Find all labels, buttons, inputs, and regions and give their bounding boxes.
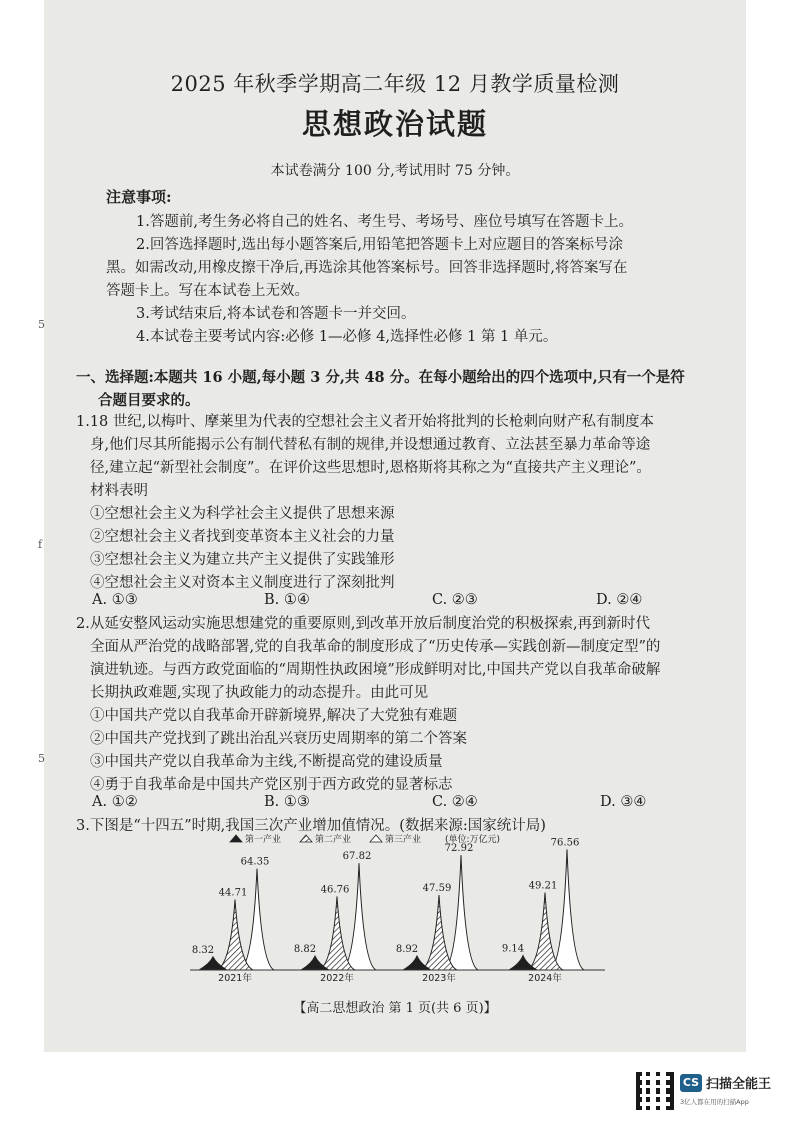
q1-stem-line: 径,建立起“新型社会制度”。在评价这些思想时,恩格斯将其称之为“直接共产主义理论”。	[90, 460, 651, 476]
margin-mark: f	[38, 538, 43, 551]
margin-mark: 5	[38, 752, 45, 765]
data-label-2-4: 49.21	[528, 880, 558, 892]
note-line: 4.本试卷主要考试内容:必修 1—必修 4,选择性必修 1 第 1 单元。	[136, 329, 558, 345]
camscanner-name: 扫描全能王	[706, 1077, 772, 1092]
q2-stem-line: 全面从严治党的战略部署,党的自我革命的制度形成了“历史传承—实践创新—制度定型”的	[90, 639, 661, 655]
exam-meta: 本试卷满分 100 分,考试用时 75 分钟。	[270, 163, 520, 179]
legend-swatch-3	[370, 835, 382, 842]
q2-option-a: A. ①②	[92, 794, 138, 810]
legend-swatch-1	[230, 835, 242, 842]
data-label-1-4: 9.14	[501, 943, 525, 955]
q1-item: ③空想社会主义为建立共产主义提供了实践雏形	[90, 552, 395, 568]
data-label-1-1: 8.32	[191, 944, 215, 956]
q1-item: ②空想社会主义者找到变革资本主义社会的力量	[90, 529, 395, 545]
q1-option-d: D. ②④	[596, 592, 643, 608]
note-line: 黑。如需改动,用橡皮擦干净后,再选涂其他答案标号。回答非选择题时,将答案写在	[106, 260, 628, 276]
q1-option-c: C. ②③	[432, 592, 478, 608]
data-label-3-2: 67.82	[342, 851, 372, 863]
note-line: 2.回答选择题时,选出每小题答案后,用铅笔把答题卡上对应题目的答案标号涂	[136, 237, 624, 253]
q2-item: ③中国共产党以自我革命为主线,不断提高党的建设质量	[90, 754, 443, 770]
q1-stem-line: 身,他们尽其所能揭示公有制代替私有制的规律,并设想通过教育、立法甚至暴力革命等途	[90, 437, 651, 453]
q1-stem-line: 材料表明	[90, 483, 148, 499]
qr-code-icon	[636, 1072, 674, 1110]
data-label-1-2: 8.82	[293, 944, 317, 956]
legend-swatch-2	[300, 835, 312, 842]
legend-label-2: 第二产业	[315, 835, 352, 845]
peak-3-3	[444, 855, 478, 970]
q3-stem: 3.下图是“十四五”时期,我国三次产业增加值情况。(数据来源:国家统计局)	[76, 818, 546, 834]
q2-item: ①中国共产党以自我革命开辟新境界,解决了大党独有难题	[90, 708, 458, 724]
q2-option-c: C. ②④	[432, 794, 478, 810]
q2-option-d: D. ③④	[600, 794, 647, 810]
data-label-2-1: 44.71	[218, 887, 248, 899]
q1-option-a: A. ①③	[92, 592, 138, 608]
exam-title-line1: 2025 年秋季学期高二年级 12 月教学质量检测	[170, 72, 620, 96]
notes-heading: 注意事项:	[106, 188, 172, 206]
peak-3-4	[550, 849, 584, 970]
q1-item: ④空想社会主义对资本主义制度进行了深刻批判	[90, 575, 395, 591]
chart-unit-label: (单位:万亿元)	[445, 835, 501, 845]
data-label-3-1: 64.35	[240, 856, 270, 868]
q1-item: ①空想社会主义为科学社会主义提供了思想来源	[90, 506, 395, 522]
legend-label-3: 第三产业	[385, 835, 422, 845]
x-tick-label-3: 2023年	[422, 973, 456, 984]
q2-stem-line: 2.从延安整风运动实施思想建党的重要原则,到改革开放后制度治党的积极探索,再到新时代	[76, 616, 651, 632]
note-line: 答题卡上。写在本试卷上无效。	[106, 283, 309, 299]
peak-3-1	[240, 869, 274, 970]
data-label-2-3: 47.59	[422, 883, 452, 895]
section-heading-line1: 一、选择题:本题共 16 小题,每小题 3 分,共 48 分。在每小题给出的四个选项中,只有一个是符	[76, 369, 685, 386]
x-tick-label-1: 2021年	[218, 973, 252, 984]
q1-stem-line: 1.18 世纪,以梅叶、摩莱里为代表的空想社会主义者开始将批判的长枪刺向财产私有制度本	[76, 414, 654, 430]
q2-item: ②中国共产党找到了跳出治乱兴衰历史周期率的第二个答案	[90, 731, 467, 747]
margin-mark: 5	[38, 318, 45, 331]
q2-item: ④勇于自我革命是中国共产党区别于西方政党的显著标志	[90, 777, 453, 793]
x-tick-label-2: 2022年	[320, 973, 354, 984]
data-label-2-2: 46.76	[320, 884, 350, 896]
camscanner-tagline: 3亿人都在用的扫描App	[680, 1098, 749, 1106]
legend-label-1: 第一产业	[245, 835, 282, 845]
peak-3-2	[342, 863, 376, 970]
industry-value-chart	[140, 826, 610, 986]
section-heading-line2: 合题目要求的。	[98, 392, 200, 409]
data-label-1-3: 8.92	[395, 943, 419, 955]
q2-stem-line: 长期执政难题,实现了执政能力的动态提升。由此可见	[90, 685, 429, 701]
x-tick-label-4: 2024年	[528, 973, 562, 984]
page-footer: 【高二思想政治 第 1 页(共 6 页)】	[293, 1001, 497, 1016]
data-label-3-3: 72.92	[444, 843, 474, 855]
data-label-3-4: 76.56	[550, 837, 580, 849]
q2-stem-line: 演进轨迹。与西方政党面临的“周期性执政困境”形成鲜明对比,中国共产党以自我革命破解	[90, 662, 661, 678]
q1-option-b: B. ①④	[264, 592, 310, 608]
camscanner-logo-icon: CS	[680, 1074, 702, 1092]
note-line: 1.答题前,考生务必将自己的姓名、考生号、考场号、座位号填写在答题卡上。	[136, 214, 633, 230]
exam-title-line2: 思想政治试题	[301, 107, 488, 141]
note-line: 3.考试结束后,将本试卷和答题卡一并交回。	[136, 306, 416, 322]
q2-option-b: B. ①③	[264, 794, 310, 810]
